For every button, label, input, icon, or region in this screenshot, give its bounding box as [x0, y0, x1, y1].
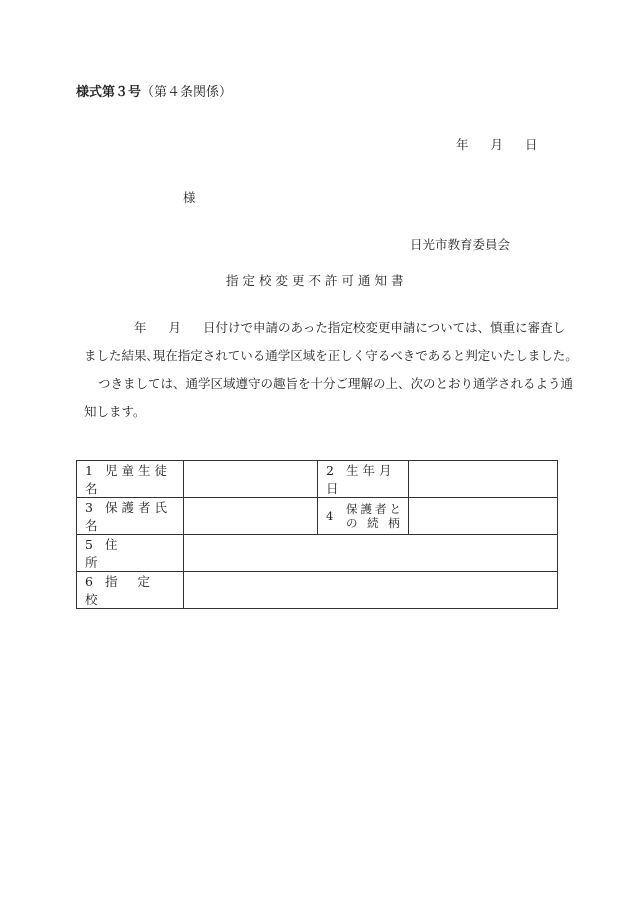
- address-field[interactable]: [184, 535, 558, 572]
- relationship-field[interactable]: [409, 498, 558, 535]
- form-number-label: 様式第３号: [76, 85, 142, 100]
- designated-school-field[interactable]: [184, 572, 558, 609]
- relationship-label: 4 保護者と の 続 柄: [318, 498, 409, 535]
- body-line-4: 知します。: [84, 404, 146, 419]
- info-table: [76, 460, 558, 609]
- form-number: [76, 81, 232, 100]
- table-row: [77, 572, 558, 609]
- guardian-name-label: 3 保護者氏名: [77, 498, 184, 535]
- table-row: [77, 498, 558, 535]
- date-day: 日: [525, 137, 538, 152]
- addressee-suffix: 様: [183, 190, 196, 205]
- body-month: 月: [168, 320, 182, 335]
- body-year: 年: [134, 320, 147, 335]
- issuer-name: 日光市教育委員会: [410, 237, 511, 252]
- body-line-1: [134, 318, 565, 336]
- document-title: 指定校変更不許可通知書: [226, 273, 408, 288]
- address-label: 5 住所: [77, 535, 184, 572]
- body-line-1-text: 日付けで申請のあった指定校変更申請については、慎重に審査し: [203, 320, 566, 335]
- guardian-name-field[interactable]: [184, 498, 318, 535]
- date-month: 月: [490, 137, 504, 152]
- table-row: [77, 535, 558, 572]
- birthdate-field[interactable]: [409, 461, 558, 498]
- designated-school-label: 6 指定校: [77, 572, 184, 609]
- body-line-2: ました結果､現在指定されている通学区域を正しく守るべきであると判定いたしました。: [84, 348, 578, 363]
- form-number-reference: （第４条関係）: [141, 85, 233, 100]
- body-line-3: つきましては、通学区域遵守の趣旨を十分ご理解の上、次のとおり通学されるよう通: [98, 376, 574, 391]
- birthdate-label: 2 生年月日: [318, 461, 409, 498]
- student-name-field[interactable]: [184, 461, 318, 498]
- table-row: [77, 461, 558, 498]
- date-line: [456, 135, 560, 153]
- student-name-label: 1 児童生徒名: [77, 461, 184, 498]
- date-year: 年: [456, 137, 469, 152]
